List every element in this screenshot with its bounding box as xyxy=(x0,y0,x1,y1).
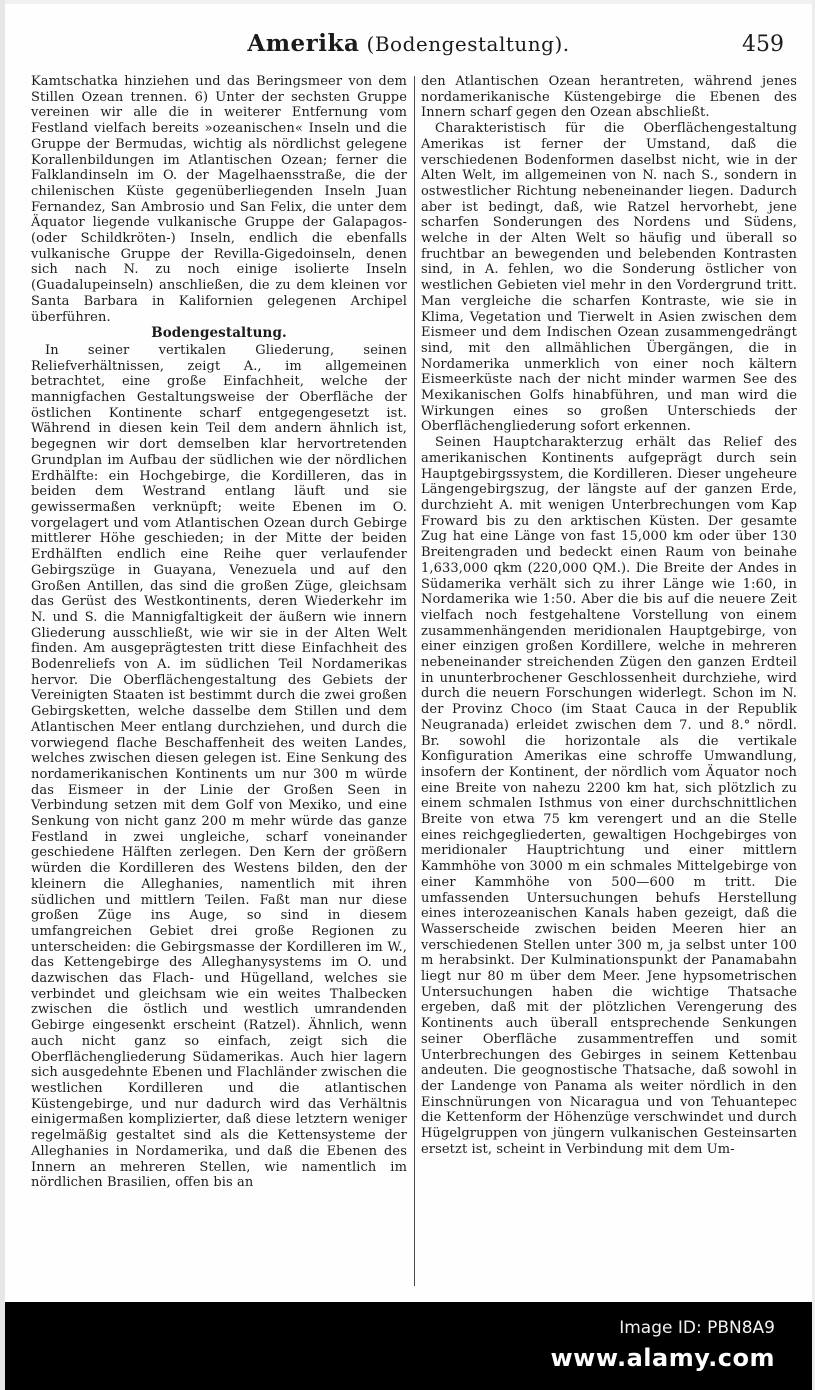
scan-edge xyxy=(5,0,812,4)
watermark-url: www.alamy.com xyxy=(550,1344,775,1372)
right-paragraph-relief: Seinen Hauptcharakterzug erhält das Relief des amerikanischen Kontinents aufgeprägt durch sein Hauptgebirgssystem, die Kordilleren. Dieser ungeheure Längengebirgszug, der längste auf der ganzen Erde, durchzieht A. mit wenigen Unterbrechungen vom Kap Froward bis zu den arktischen Küsten. Der gesamte Zug hat eine Länge von fast 15,000 km oder über 130 Breitengraden und bedeckt einen Raum von beinahe 1,633,000 qkm (220,000 QM.). Die Breite der Andes in Südamerika verhält sich zu ihrer Länge wie 1:60, in Nordamerika wie 1:50. Aber die bis auf die neuere Zeit vielfach noch festgehaltene Vorstellung von einem zusammenhängenden meridionalen Hauptgebirge, von einer einzigen großen Kordillere, welche in mehreren nebeneinander streichenden Zügen den ganzen Erdteil in ununterbrochener Geschlossenheit durchziehe, wird durch die neuern Forschungen widerlegt. Schon im N. der Provinz Choco (im Staat Cauca in der Republik Neugranada) erleidet zwischen dem 7. und 8.° nördl. Br. sowohl die horizontale als die vertikale Konfiguration Amerikas eine schroffe Umwandlung, insofern der Kontinent, der nördlich vom Äquator noch eine Breite von nahezu 2200 km hat, sich plötzlich zu einem schmalen Isthmus von einer durchschnittlichen Breite von etwa 75 km verengert und an die Stelle eines reichgegliederten, gewaltigen Hochgebirges von meridionaler Hauptrichtung und einer mittlern Kammhöhe von 3000 m ein schmales Mittelgebirge von einer Kammhöhe von 500—600 m tritt. Die umfassenden Untersuchungen behufs Herstellung eines interozeanischen Kanals haben gezeigt, daß die Wasserscheide zwischen beiden Meeren hier an verschiedenen Stellen unter 300 m, ja selbst unter 100 m herabsinkt. Der Kulminationspunkt der Panamabahn liegt nur 80 m über dem Meer. Jene hypsometrischen Untersuchungen haben die wichtige Thatsache ergeben, daß mit der plötzlichen Verengerung des Kontinents auch überall entsprechende Senkungen seiner Oberfläche zusammentreffen und somit Unterbrechungen des Gebirges in seinem Kettenbau andeuten. Die geognostische Thatsache, daß sowohl in der Landenge von Panama als weiter nördlich in den Einschnürungen von Nicaragua und von Tehuantepec die Kettenform der Höhenzüge verschwindet und durch Hügelgruppen von jüngern vulkanischen Gesteinsarten ersetzt ist, scheint in Verbindung mit dem Um- xyxy=(421,435,797,1157)
text-columns xyxy=(31,74,797,1292)
right-paragraph-characteristic: Charakteristisch für die Oberflächengestaltung Amerikas ist ferner der Umstand, daß die verschiedenen Bodenformen daselbst nicht, wie in der Alten Welt, im allgemeinen von N. nach S., sondern in ostwestlicher Richtung nebeneinander liegen. Dadurch aber ist bedingt, daß, wie Ratzel hervorhebt, jene scharfen Sonderungen des Nordens und Südens, welche in der Alten Welt so häufig und überall so fruchtbar an bewegenden und belebenden Kontrasten sind, in A. fehlen, wo die Sonderung östlicher von westlichen Gebieten viel mehr in den Vordergrund tritt. Man vergleiche die scharfen Kontraste, wie sie in Klima, Vegetation und Tierwelt in Asien zwischen dem Eismeer und dem Indischen Ozean zusammengedrängt sind, mit den allmählichen Übergängen, die in Nordamerika unmerklich von einer noch kältern Eismeerküste nach der nicht minder warmen See des Mexikanischen Golfs hinabführen, und man wird die Wirkungen eines so großen Unterschieds der Oberflächengliederung sofort erkennen. xyxy=(421,121,797,435)
page-title xyxy=(5,30,812,57)
left-column xyxy=(31,74,407,1292)
column-divider-rule xyxy=(414,76,415,1286)
watermark-image-id: Image ID: PBN8A9 xyxy=(619,1318,775,1338)
left-paragraph-body: In seiner vertikalen Gliederung, seinen Reliefverhältnissen, zeigt A., im allgemeinen betrachtet, eine große Einfachheit, welche der mannigfachen Gestaltungsweise der Oberfläche der östlichen Kontinente scharf entgegengesetzt ist. Während in diesen kein Teil dem andern ähnlich ist, begegnen wir dort demselben klar hervortretenden Grundplan im Aufbau der südlichen wie der nördlichen Erdhälfte: ein Hochgebirge, die Kordilleren, das in beiden dem Westrand entlang läuft und sie gewissermaßen verknüpft; weite Ebenen im O. vorgelagert und vom Atlantischen Ozean durch Gebirge mittlerer Höhe geschieden; in der Mitte der beiden Erdhälften endlich eine Reihe quer verlaufender Gebirgszüge in Guayana, Venezuela und auf den Großen Antillen, das sind die großen Züge, gleichsam das Gerüst des Westkontinents, deren Wiederkehr im N. und S. die Mannigfaltigkeit der äußern wie innern Gliederung ausschließt, wie wir sie in der Alten Welt finden. Am ausgeprägtesten tritt diese Einfachheit des Bodenreliefs von A. im südlichen Teil Nordamerikas hervor. Die Oberflächengestaltung des Gebiets der Vereinigten Staaten ist bestimmt durch die zwei großen Gebirgsketten, welche dasselbe dem Stillen und dem Atlantischen Meer entlang durchziehen, und durch die vorwiegend flache Beschaffenheit des weiten Landes, welches zwischen diesen gelegen ist. Eine Senkung des nordamerikanischen Kontinents um nur 300 m würde das Eismeer in der Linie der Großen Seen in Verbindung setzen mit dem Golf von Mexiko, und eine Senkung von nicht ganz 200 m mehr würde das ganze Festland in zwei ungleiche, scharf voneinander geschiedene Hälften zerlegen. Den Kern der größern würden die Kordilleren des Westens bilden, den der kleinern die Alleghanies, namentlich mit ihren südlichen und mittlern Teilen. Faßt man nur diese großen Züge ins Auge, so sind in diesem umfangreichen Gebiet drei große Regionen zu unterscheiden: die Gebirgsmasse der Kordilleren im W., das Kettengebirge des Alleghanysystems im O. und dazwischen das Flach- und Hügelland, welches sie verbindet und gleichsam wie ein weites Thalbecken zwischen die östlich und westlich umrandenden Gebirge eingesenkt erscheint (Ratzel). Ähnlich, wenn auch nicht ganz so einfach, zeigt sich die Oberflächengliederung Südamerikas. Auch hier lagern sich ausgedehnte Ebenen und Flachländer zwischen die westlichen Kordilleren und die atlantischen Küstengebirge, und nur dadurch wird das Verhältnis einigermaßen komplizierter, daß diese letztern weniger regelmäßig gestaltet sind als die Kettensysteme der Alleghanies in Nordamerika, und daß die Ebenen des Innern an mehreren Stellen, wie namentlich im nördlichen Brasilien, offen bis an xyxy=(31,342,407,1191)
watermark-text-block xyxy=(550,1318,775,1372)
alamy-watermark-bar xyxy=(0,1302,815,1390)
right-paragraph-continuation: den Atlantischen Ozean herantreten, während jenes nordamerikanische Küstengebirge die Ebenen des Innern scharf gegen den Ozean abschließt. xyxy=(421,74,797,121)
right-column xyxy=(421,74,797,1292)
page-number: 459 xyxy=(742,32,784,57)
page-title-sub: (Bodengestaltung). xyxy=(366,32,570,56)
section-heading-bodengestaltung: Bodengestaltung. xyxy=(151,325,287,342)
running-head xyxy=(5,30,812,64)
page-title-main: Amerika xyxy=(247,30,360,57)
left-paragraph-continuation: Kamtschatka hinziehen und das Beringsmeer von dem Stillen Ozean trennen. 6) Unter der sechsten Gruppe vereinen wir alle die in weiterer Entfernung vom Festland vielfach bereits »ozeanischen« Inseln und die Gruppe der Bermudas, wichtig als nördlichst gelegene Korallenbildungen im Atlantischen Ozean; ferner die Falklandinseln im O. der Magelhaensstraße, die der chilenischen Küste gegenüberliegenden Inseln Juan Fernandez, San Ambrosio und San Felix, die unter dem Äquator liegende vulkanische Gruppe der Galapagos- (oder Schildkröten-) Inseln, endlich die ebenfalls vulkanische Gruppe der Revilla-Gigedoinseln, denen sich nach N. zu noch einige isolierte Inseln (Guadalupeinseln) anschließen, die zu dem kleinen vor Santa Barbara in Kalifornien gelegenen Archipel überführen. xyxy=(31,74,407,325)
